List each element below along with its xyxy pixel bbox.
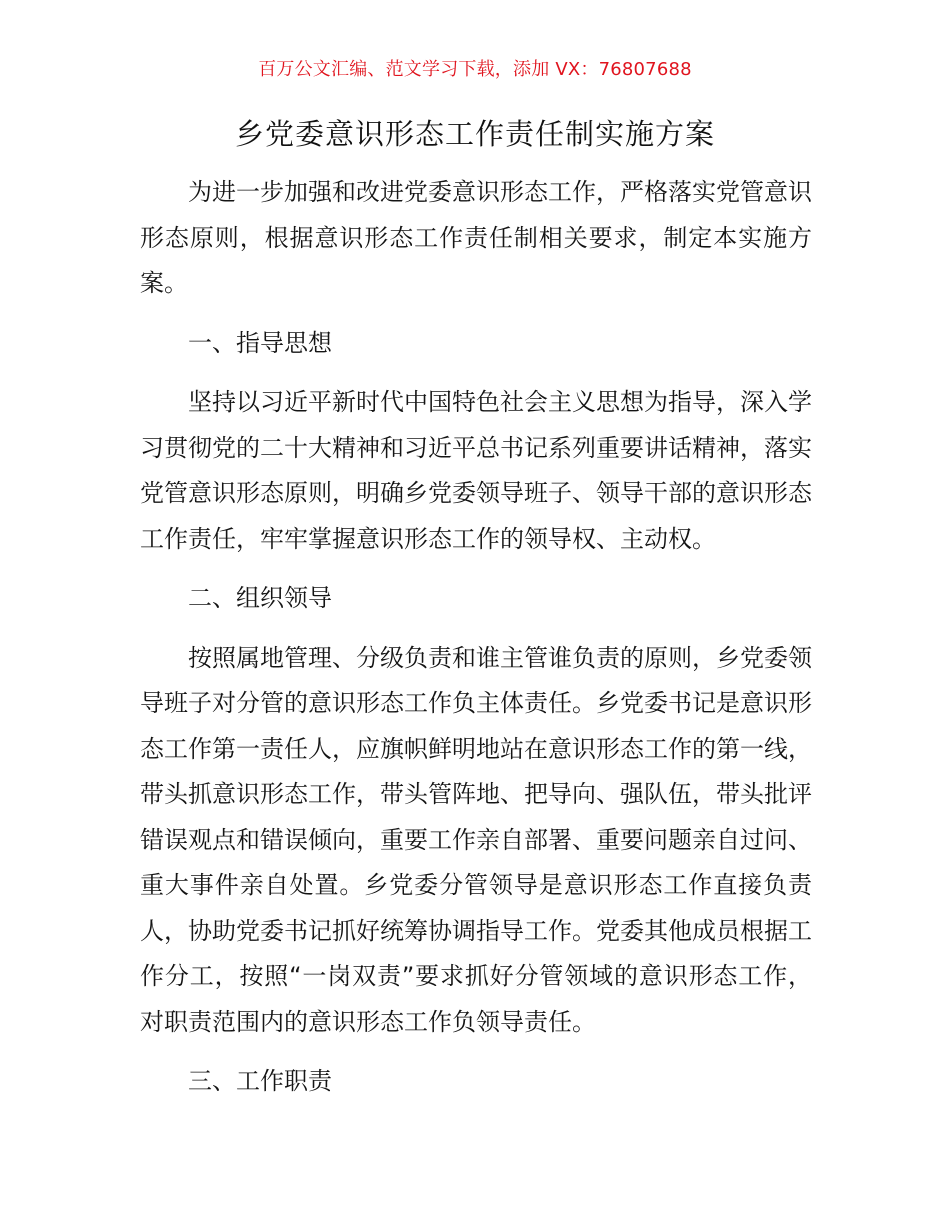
section-heading-organization: 二、组织领导: [188, 584, 332, 612]
section-paragraph-guiding-thought: 坚持以习近平新时代中国特色社会主义思想为指导，深入学习贯彻党的二十大精神和习近平总书记系列重要讲话精神，落实党管意识形态原则，明确乡党委领导班子、领导干部的意识形态工作责任，牢牢掌握意识形态工作的领导权、主动权。: [140, 388, 812, 553]
document-title: 乡党委意识形态工作责任制实施方案: [234, 117, 715, 151]
section-paragraph-organization: 按照属地管理、分级负责和谁主管谁负责的原则，乡党委领导班子对分管的意识形态工作负主体责任。乡党委书记是意识形态工作第一责任人，应旗帜鲜明地站在意识形态工作的第一线，带头抓意识形态工作，带头管阵地、把导向、强队伍，带头批评错误观点和错误倾向，重要工作亲自部署、重要问题亲自过问、重大事件亲自处置。乡党委分管领导是意识形态工作直接负责人，协助党委书记抓好统筹协调指导工作。党委其他成员根据工作分工，按照“一岗双责”要求抓好分管领域的意识形态工作，对职责范围内的意识形态工作负领导责任。: [140, 643, 812, 1036]
watermark-banner: 百万公文汇编、范文学习下载，添加 VX：76807688: [258, 59, 692, 80]
intro-paragraph: 为进一步加强和改进党委意识形态工作，严格落实党管意识形态原则，根据意识形态工作责任制相关要求，制定本实施方案。: [140, 178, 812, 297]
section-heading-guiding-thought: 一、指导思想: [188, 328, 332, 357]
section-heading-responsibilities: 三、工作职责: [188, 1067, 332, 1095]
document-body: [140, 170, 812, 1105]
